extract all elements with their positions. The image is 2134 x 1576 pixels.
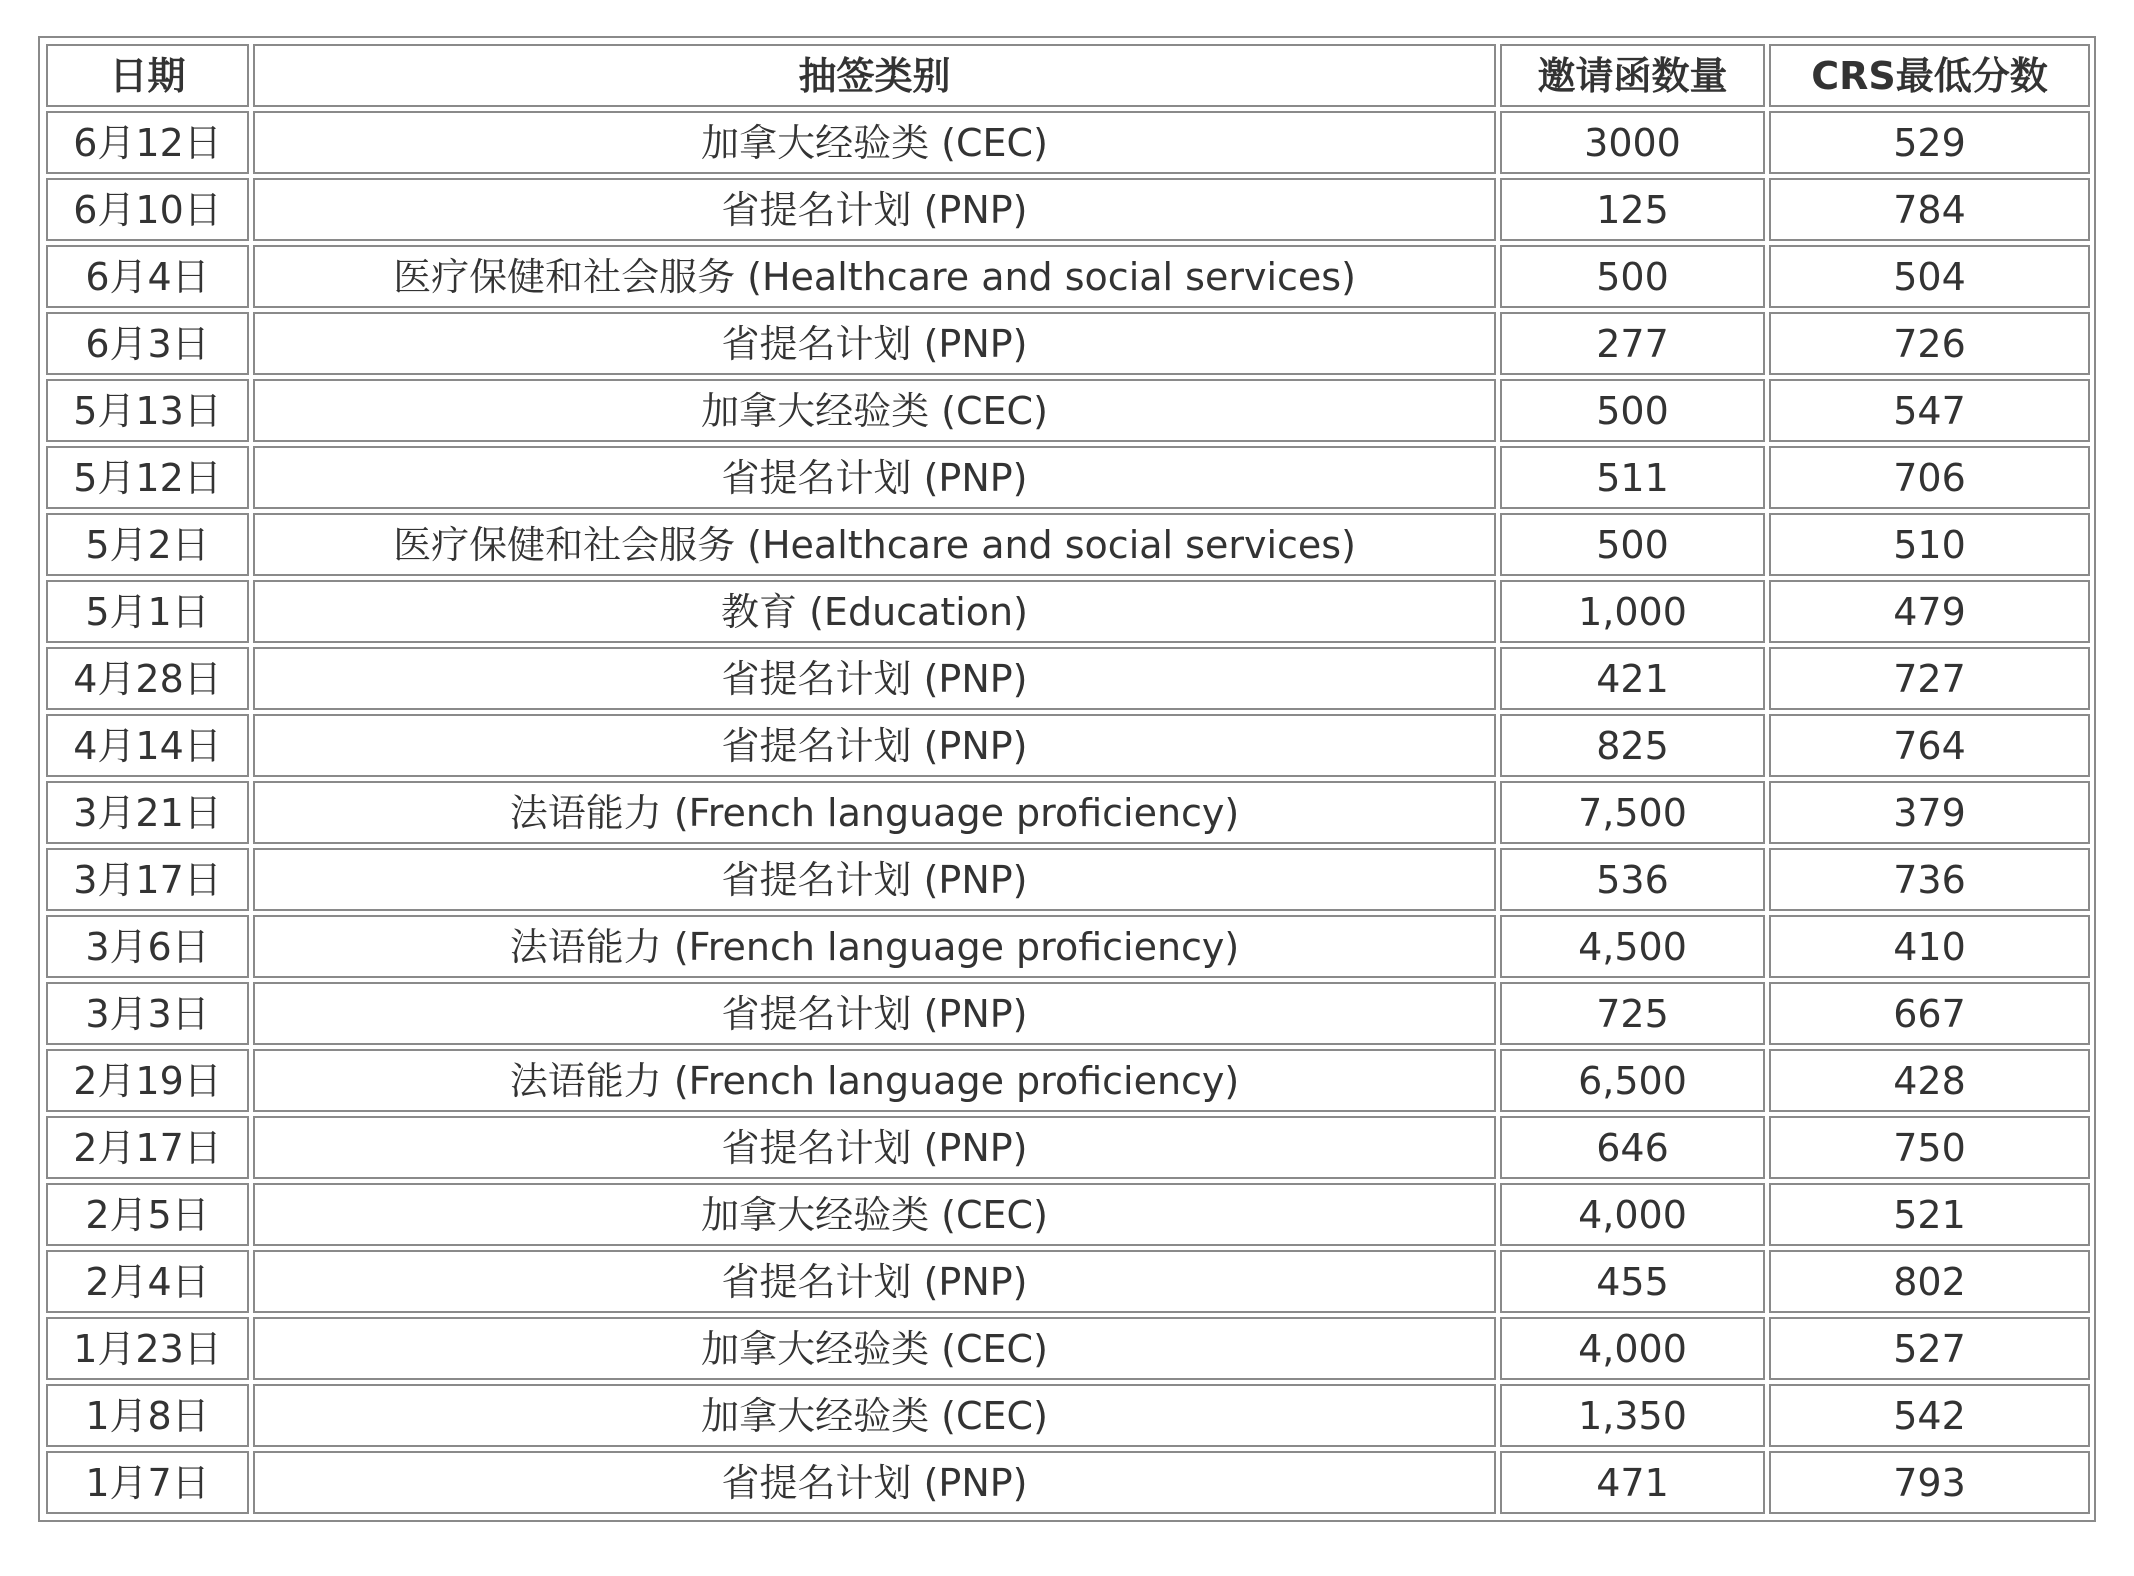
cell-date: 3月3日 <box>46 982 249 1045</box>
table-row <box>46 982 2090 1045</box>
table-row <box>46 915 2090 978</box>
cell-draw-category: 医疗保健和社会服务 (Healthcare and social services) <box>253 245 1496 308</box>
cell-crs-minimum: 764 <box>1769 714 2090 777</box>
cell-crs-minimum: 521 <box>1769 1183 2090 1246</box>
cell-date: 5月12日 <box>46 446 249 509</box>
cell-crs-minimum: 750 <box>1769 1116 2090 1179</box>
draw-results-table-container <box>38 36 2096 1522</box>
cell-invitations: 511 <box>1500 446 1765 509</box>
cell-draw-category: 法语能力 (French language proficiency) <box>253 1049 1496 1112</box>
header-draw-category: 抽签类别 <box>253 44 1496 107</box>
cell-draw-category: 医疗保健和社会服务 (Healthcare and social services) <box>253 513 1496 576</box>
cell-date: 4月28日 <box>46 647 249 710</box>
cell-crs-minimum: 504 <box>1769 245 2090 308</box>
cell-date: 5月2日 <box>46 513 249 576</box>
cell-crs-minimum: 410 <box>1769 915 2090 978</box>
cell-invitations: 825 <box>1500 714 1765 777</box>
cell-draw-category: 省提名计划 (PNP) <box>253 647 1496 710</box>
cell-invitations: 421 <box>1500 647 1765 710</box>
cell-invitations: 277 <box>1500 312 1765 375</box>
cell-date: 5月13日 <box>46 379 249 442</box>
cell-date: 2月19日 <box>46 1049 249 1112</box>
cell-date: 4月14日 <box>46 714 249 777</box>
cell-draw-category: 省提名计划 (PNP) <box>253 714 1496 777</box>
cell-draw-category: 加拿大经验类 (CEC) <box>253 379 1496 442</box>
table-row <box>46 714 2090 777</box>
cell-date: 6月10日 <box>46 178 249 241</box>
cell-invitations: 536 <box>1500 848 1765 911</box>
cell-crs-minimum: 706 <box>1769 446 2090 509</box>
cell-invitations: 471 <box>1500 1451 1765 1514</box>
table-row <box>46 1116 2090 1179</box>
cell-crs-minimum: 547 <box>1769 379 2090 442</box>
cell-invitations: 1,000 <box>1500 580 1765 643</box>
cell-invitations: 3000 <box>1500 111 1765 174</box>
cell-date: 6月4日 <box>46 245 249 308</box>
table-row <box>46 1317 2090 1380</box>
cell-draw-category: 省提名计划 (PNP) <box>253 982 1496 1045</box>
cell-invitations: 725 <box>1500 982 1765 1045</box>
cell-invitations: 4,500 <box>1500 915 1765 978</box>
cell-draw-category: 省提名计划 (PNP) <box>253 446 1496 509</box>
cell-crs-minimum: 736 <box>1769 848 2090 911</box>
table-row <box>46 1049 2090 1112</box>
cell-draw-category: 法语能力 (French language proficiency) <box>253 915 1496 978</box>
cell-date: 3月21日 <box>46 781 249 844</box>
cell-invitations: 455 <box>1500 1250 1765 1313</box>
cell-crs-minimum: 379 <box>1769 781 2090 844</box>
header-invitations: 邀请函数量 <box>1500 44 1765 107</box>
cell-draw-category: 教育 (Education) <box>253 580 1496 643</box>
cell-date: 5月1日 <box>46 580 249 643</box>
cell-crs-minimum: 726 <box>1769 312 2090 375</box>
cell-date: 1月23日 <box>46 1317 249 1380</box>
table-row <box>46 178 2090 241</box>
cell-invitations: 1,350 <box>1500 1384 1765 1447</box>
cell-draw-category: 省提名计划 (PNP) <box>253 1116 1496 1179</box>
cell-invitations: 500 <box>1500 245 1765 308</box>
cell-crs-minimum: 542 <box>1769 1384 2090 1447</box>
cell-draw-category: 省提名计划 (PNP) <box>253 848 1496 911</box>
cell-invitations: 7,500 <box>1500 781 1765 844</box>
cell-invitations: 646 <box>1500 1116 1765 1179</box>
cell-date: 6月3日 <box>46 312 249 375</box>
table-row <box>46 1384 2090 1447</box>
cell-date: 2月4日 <box>46 1250 249 1313</box>
draw-results-table <box>42 40 2094 1518</box>
cell-crs-minimum: 667 <box>1769 982 2090 1045</box>
cell-invitations: 4,000 <box>1500 1183 1765 1246</box>
table-row <box>46 513 2090 576</box>
cell-draw-category: 加拿大经验类 (CEC) <box>253 1317 1496 1380</box>
cell-invitations: 500 <box>1500 379 1765 442</box>
cell-date: 2月17日 <box>46 1116 249 1179</box>
cell-draw-category: 加拿大经验类 (CEC) <box>253 1183 1496 1246</box>
cell-draw-category: 法语能力 (French language proficiency) <box>253 781 1496 844</box>
cell-crs-minimum: 802 <box>1769 1250 2090 1313</box>
table-row <box>46 111 2090 174</box>
cell-crs-minimum: 428 <box>1769 1049 2090 1112</box>
cell-invitations: 125 <box>1500 178 1765 241</box>
cell-crs-minimum: 479 <box>1769 580 2090 643</box>
cell-draw-category: 省提名计划 (PNP) <box>253 312 1496 375</box>
table-row <box>46 1183 2090 1246</box>
table-row <box>46 1451 2090 1514</box>
header-date: 日期 <box>46 44 249 107</box>
table-row <box>46 781 2090 844</box>
table-row <box>46 580 2090 643</box>
table-row <box>46 312 2090 375</box>
cell-date: 6月12日 <box>46 111 249 174</box>
cell-crs-minimum: 784 <box>1769 178 2090 241</box>
cell-date: 3月17日 <box>46 848 249 911</box>
cell-date: 1月8日 <box>46 1384 249 1447</box>
table-body <box>46 111 2090 1514</box>
cell-draw-category: 省提名计划 (PNP) <box>253 1451 1496 1514</box>
cell-crs-minimum: 727 <box>1769 647 2090 710</box>
table-row <box>46 647 2090 710</box>
cell-crs-minimum: 793 <box>1769 1451 2090 1514</box>
cell-draw-category: 加拿大经验类 (CEC) <box>253 1384 1496 1447</box>
cell-draw-category: 省提名计划 (PNP) <box>253 1250 1496 1313</box>
table-header-row <box>46 44 2090 107</box>
table-row <box>46 848 2090 911</box>
table-row <box>46 1250 2090 1313</box>
table-row <box>46 245 2090 308</box>
table-row <box>46 446 2090 509</box>
cell-invitations: 500 <box>1500 513 1765 576</box>
cell-draw-category: 省提名计划 (PNP) <box>253 178 1496 241</box>
cell-draw-category: 加拿大经验类 (CEC) <box>253 111 1496 174</box>
cell-invitations: 6,500 <box>1500 1049 1765 1112</box>
cell-date: 2月5日 <box>46 1183 249 1246</box>
table-row <box>46 379 2090 442</box>
cell-crs-minimum: 510 <box>1769 513 2090 576</box>
cell-invitations: 4,000 <box>1500 1317 1765 1380</box>
cell-crs-minimum: 527 <box>1769 1317 2090 1380</box>
header-crs-minimum: CRS最低分数 <box>1769 44 2090 107</box>
cell-crs-minimum: 529 <box>1769 111 2090 174</box>
cell-date: 1月7日 <box>46 1451 249 1514</box>
cell-date: 3月6日 <box>46 915 249 978</box>
